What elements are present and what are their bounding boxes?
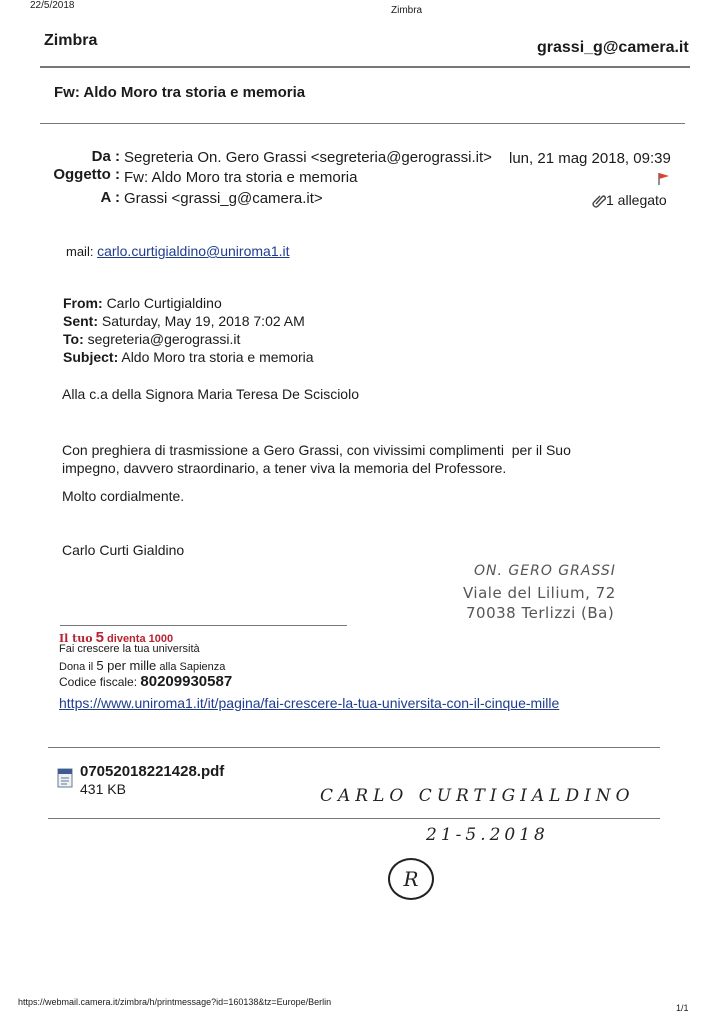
attachment-count[interactable]: 1 allegato xyxy=(606,192,667,208)
attachment-divider-bottom xyxy=(48,818,660,819)
fw-from-label: From: xyxy=(63,295,103,311)
promo-prefix: Il tuo xyxy=(59,632,93,645)
attachment-filename[interactable]: 07052018221428.pdf xyxy=(80,763,225,780)
print-date: 22/5/2018 xyxy=(30,0,75,11)
fw-to-value: segreteria@gerograssi.it xyxy=(87,331,241,347)
flag-icon[interactable] xyxy=(657,172,671,186)
message-title: Fw: Aldo Moro tra storia e memoria xyxy=(54,84,306,101)
message-date: lun, 21 mag 2018, 09:39 xyxy=(509,150,671,167)
stamp-line-3: 70038 Terlizzi (Ba) xyxy=(466,604,615,622)
to-label: A : xyxy=(100,189,120,206)
title-divider xyxy=(40,123,685,124)
fw-sent-value: Saturday, May 19, 2018 7:02 AM xyxy=(101,313,305,329)
mail-label-text: mail: xyxy=(66,244,94,259)
promo-line3-a: Dona il xyxy=(59,661,94,673)
to-value: Grassi <grassi_g@camera.it> xyxy=(124,190,323,207)
fw-from-row xyxy=(63,295,222,311)
banner-divider xyxy=(40,66,690,68)
fw-subject-row xyxy=(63,349,314,365)
handwritten-name: CARLO CURTIGIALDINO xyxy=(320,786,635,806)
stamp-line-2: Viale del Lilium, 72 xyxy=(463,584,616,602)
app-name: Zimbra xyxy=(44,32,98,49)
fw-sent-label: Sent: xyxy=(63,313,98,329)
fw-subject-value: Aldo Moro tra storia e memoria xyxy=(121,349,314,365)
promo-divider xyxy=(60,625,347,626)
subject-value: Fw: Aldo Moro tra storia e memoria xyxy=(124,169,358,186)
from-label: Da : xyxy=(91,148,120,165)
closing: Molto cordialmente. xyxy=(62,488,185,504)
paragraph-line-2: impegno, davvero straordinario, a tener viva la memoria del Professore. xyxy=(62,460,507,476)
fw-to-row xyxy=(63,331,240,347)
codice-fiscale xyxy=(59,673,232,690)
fw-sent-row xyxy=(63,313,305,329)
handwritten-r-letter: R xyxy=(403,867,419,891)
promo-line-2: Fai crescere la tua università xyxy=(59,643,200,655)
print-url: https://webmail.camera.it/zimbra/h/printmessage?id=160138&tz=Europe/Berlin xyxy=(18,997,332,1007)
handwritten-r-mark xyxy=(388,858,434,900)
paperclip-icon xyxy=(592,194,606,208)
subject-label: Oggetto : xyxy=(53,166,120,183)
from-value: Segreteria On. Gero Grassi <segreteria@gerograssi.it> xyxy=(124,149,492,166)
attachment-size: 431 KB xyxy=(80,781,126,797)
account-email: grassi_g@camera.it xyxy=(537,39,689,56)
greeting: Alla c.a della Signora Maria Teresa De Scisciolo xyxy=(62,386,359,402)
stamp-line-1: ON. GERO GRASSI xyxy=(474,563,616,579)
promo-line-3 xyxy=(59,658,225,673)
print-app-name: Zimbra xyxy=(391,5,423,16)
codice-value: 80209930587 xyxy=(140,673,233,690)
signature: Carlo Curti Gialdino xyxy=(62,542,185,558)
promo-line3-c: alla Sapienza xyxy=(159,661,226,673)
promo-url-link[interactable]: https://www.uniroma1.it/it/pagina/fai-crescere-la-tua-universita-con-il-cinque-mille xyxy=(59,695,560,711)
paragraph-line-1: Con preghiera di trasmissione a Gero Grassi, con vivissimi complimenti per il Suo xyxy=(62,442,571,458)
attachment-divider-top xyxy=(48,747,660,748)
codice-label: Codice fiscale: xyxy=(59,675,138,689)
handwritten-date: 21-5.2018 xyxy=(426,825,549,845)
promo-line3-b: 5 per mille xyxy=(96,658,157,673)
mail-label xyxy=(66,243,290,259)
fw-to-label: To: xyxy=(63,331,84,347)
pdf-file-icon[interactable] xyxy=(57,768,73,788)
print-page-number: 1/1 xyxy=(676,1003,689,1013)
fw-subject-label: Subject: xyxy=(63,349,119,365)
promo-number: 5 xyxy=(95,629,104,646)
mail-link[interactable]: carlo.curtigialdino@uniroma1.it xyxy=(97,243,290,259)
promo-suffix: diventa 1000 xyxy=(107,633,174,645)
fw-from-value: Carlo Curtigialdino xyxy=(106,295,222,311)
